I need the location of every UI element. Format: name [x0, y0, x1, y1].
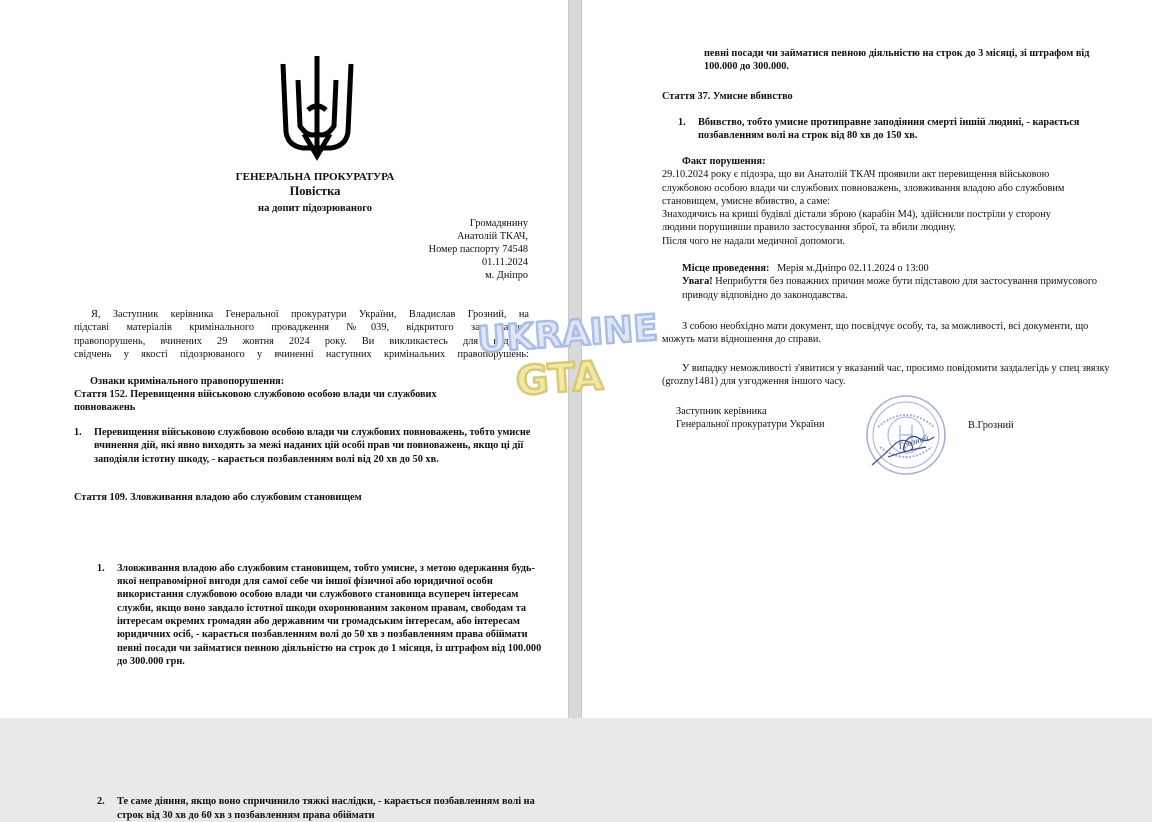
article-37-text: Вбивство, тобто умисне протиправне заподіяння смерті іншій людині, - карається позбавленням волі на строк від 80 хв до 150 хв.	[698, 117, 1080, 142]
trident-emblem-icon	[278, 52, 356, 160]
official-stamp-icon	[864, 393, 948, 477]
article-152-text: Перевищення військовою службовою особою влади чи службових повноважень, тобто умисне вчинення дій, які явно виходять за межі наданих цій особі прав чи повноважень, якщо ці дії заподіяли істотну шкоду, - карається позбавленням волі від 20 хв до 50 хв.	[94, 427, 531, 465]
place-value: Мерія м.Дніпро 02.11.2024 о 13:00	[777, 263, 929, 274]
documents-text: З собою необхідно мати документ, що посвідчує особу, та, за можливості, всі документи, що можуть мати відношення до справи.	[662, 321, 1089, 346]
address-line: 01.11.2024	[482, 257, 528, 268]
warning-text: Неприбуття без поважних причин може бути підставою для застосування примусового приводу відповідно до законодавства.	[682, 276, 1097, 301]
article-109-title: Стаття 109. Зловживання владою або службовим становищем	[74, 492, 362, 503]
place-section	[662, 262, 1122, 302]
list-number: 1.	[678, 117, 686, 128]
recipient-address	[300, 217, 528, 282]
fact-line: 29.10.2024 року є підозра, що ви Анатолій ТКАЧ проявили акт перевищення військовою	[662, 169, 1050, 181]
article-109-text-1: Зловживання владою або службовим становищем, тобто умисне, з метою одержання будь-якої неправомірної вигоди для самої себе чи іншої фізичної або юридичної особи використання службовою особою влади чи службового становища всупереч інтересам служби, якщо воно завдало істотної шкоди охоронюваним законом правам, свободам та інтересам окремих громадян або державним чи громадським інтересам, або інтересам юридичних осіб, - карається позбавленням волі до 50 хв з позбавленням права обіймати певні посади чи займатися певною діяльністю на строк до 1 місяця, із штрафом від 100.000 до 300.000 грн.	[117, 562, 542, 667]
contact-paragraph	[662, 362, 1122, 389]
warning-line	[662, 275, 1122, 302]
doc-title: Повістка	[289, 184, 341, 198]
doc-subtitle: на допит підозрюваного	[258, 203, 372, 214]
watermark-logo	[475, 300, 660, 410]
place-line	[662, 262, 1122, 275]
article-109-item-2	[97, 795, 549, 822]
org-name: ГЕНЕРАЛЬНА ПРОКУРАТУРА	[235, 171, 395, 183]
list-number: 1.	[74, 427, 82, 438]
document-page-right	[582, 0, 1152, 718]
contact-text: У випадку неможливості з'явитися у вказаний час, просимо повідомити заздалегідь у спец звязку (grozny1481) для узгодження іншого часу.	[662, 363, 1110, 388]
intro-line: підставі матеріалів кримінального провадження №039, відкритого за фактом	[74, 322, 529, 334]
intro-line: правопорушень, вчинених 29 жовтня 2024 року. Ви викликаєтесь для надання	[74, 335, 529, 347]
fact-section	[662, 155, 1122, 248]
list-number: 1.	[97, 562, 105, 574]
fact-line: становищем, умисне вбивство, а саме:	[662, 195, 831, 207]
place-label: Місце проведення:	[682, 263, 770, 274]
stamp-signature: Грозний	[897, 432, 930, 452]
intro-paragraph	[74, 308, 529, 361]
fact-line: людини порушивши правило застосування зброї, та вбили людину.	[662, 222, 956, 234]
article-37-item	[678, 116, 1143, 143]
signatory-role	[676, 405, 876, 432]
address-line: Анатолій ТКАЧ,	[456, 231, 528, 242]
continuation-text: певні посади чи займатися певною діяльністю на строк до 3 місяці, зі штрафом від 100.000 до 300.000.	[704, 48, 1090, 73]
article-109-item-1	[97, 562, 549, 668]
list-number: 2.	[97, 796, 105, 808]
article-152-item	[74, 426, 549, 466]
fact-line: Після чого не надали медичної допомоги.	[662, 235, 845, 247]
signatory-role-line: Заступник керівника	[676, 406, 767, 417]
signs-heading: Ознаки кримінального правопорушення:	[90, 376, 285, 387]
article-152-title: Стаття 152. Перевищення військовою службовою особою влади чи службових повноважень	[74, 389, 437, 414]
address-line: Громадянину	[469, 218, 528, 229]
signatory-name: В.Грозний	[968, 420, 1014, 431]
fact-heading: Факт порушення:	[682, 156, 766, 167]
article-37-title: Стаття 37. Умисне вбивство	[662, 91, 793, 102]
fact-line: службовою особою влади чи службових повноважень, зловживання владою або службовим	[662, 182, 1065, 194]
intro-line: Я, Заступник керівника Генеральної прокуратури України, Владислав Грозний, на	[91, 309, 529, 320]
address-line: м. Дніпро	[485, 270, 528, 281]
fact-line: Знаходячись на криші будівлі дістали зброю (карабін М4), здійснили постріли у сторону	[662, 209, 1051, 221]
documents-paragraph	[662, 320, 1122, 347]
watermark-line2: GTA	[514, 353, 605, 406]
article-109-text-2: Те саме діяння, якщо воно спричинило тяжкі наслідки, - карається позбавленням волі на строк від 30 хв до 60 хв з позбавленням права обіймати	[117, 796, 535, 821]
warning-label: Увага!	[682, 276, 713, 288]
address-line: Номер паспорту 74548	[428, 244, 528, 255]
signatory-role-line: Генеральної прокуратури України	[676, 419, 825, 431]
watermark-line1: UKRAINE	[475, 307, 660, 362]
intro-line: свідчень у якості підозрюваного у вчиненні наступних кримінальних правопорушень:	[74, 348, 529, 360]
